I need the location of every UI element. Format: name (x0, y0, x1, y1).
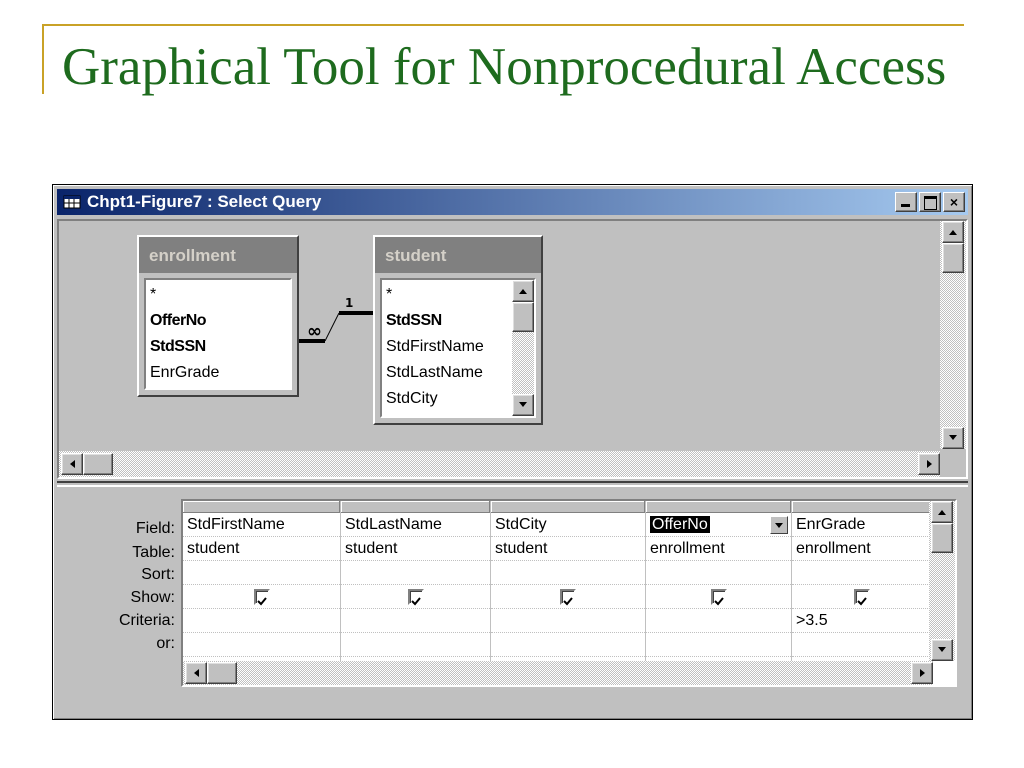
field-dropdown-button[interactable] (770, 516, 788, 534)
arrow-up-icon (948, 228, 958, 236)
grid-column[interactable] (491, 501, 646, 685)
scroll-right-button[interactable] (911, 662, 933, 684)
row-label-field: Field: (135, 520, 175, 537)
field-item-key[interactable]: StdSSN (150, 338, 206, 355)
field-list-scrollbar[interactable] (512, 280, 534, 416)
selected-field-text[interactable]: OfferNo (652, 516, 708, 533)
grid-vertical-scrollbar[interactable] (929, 501, 955, 661)
grid-horizontal-scrollbar[interactable] (183, 661, 933, 685)
grid-cell-table[interactable]: student (183, 537, 340, 561)
row-label-sort: Sort: (141, 566, 175, 583)
grid-column[interactable] (341, 501, 491, 685)
pane-splitter[interactable] (57, 481, 968, 487)
checkmark-icon (562, 595, 574, 607)
field-item[interactable]: StdLastName (386, 364, 483, 381)
grid-cell-field[interactable]: StdCity (491, 513, 645, 537)
field-item[interactable]: EnrGrade (150, 364, 220, 381)
grid-cell-show[interactable] (183, 585, 340, 609)
grid-cell-sort[interactable] (183, 561, 340, 585)
table-pane[interactable] (57, 219, 968, 479)
grid-cell-criteria[interactable] (183, 609, 340, 633)
show-checkbox[interactable] (408, 589, 424, 605)
scroll-thumb[interactable] (83, 453, 113, 475)
chevron-down-icon (774, 522, 784, 530)
grid-cell-field[interactable]: StdLastName (341, 513, 490, 537)
table-header-student[interactable]: student (375, 237, 541, 273)
grid-cell-show[interactable] (792, 585, 932, 609)
field-item[interactable]: * (150, 286, 157, 303)
grid-cell-field-active[interactable] (646, 513, 791, 537)
grid-cell-criteria[interactable] (646, 609, 791, 633)
grid-cell-sort[interactable] (491, 561, 645, 585)
arrow-up-icon (518, 287, 528, 295)
grid-cell-or[interactable] (183, 633, 340, 657)
grid-cell-sort[interactable] (341, 561, 490, 585)
grid-cell-sort[interactable] (646, 561, 791, 585)
scroll-thumb[interactable] (942, 243, 964, 273)
grid-cell-table[interactable]: student (491, 537, 645, 561)
show-checkbox[interactable] (854, 589, 870, 605)
scroll-down-button[interactable] (942, 427, 964, 449)
field-item-key[interactable]: StdSSN (386, 312, 442, 329)
grid-cell-field[interactable]: EnrGrade (792, 513, 932, 537)
checkmark-icon (856, 595, 868, 607)
grid-cell-criteria[interactable] (341, 609, 490, 633)
grid-column-selected[interactable] (646, 501, 792, 685)
grid-cell-or[interactable] (341, 633, 490, 657)
checkmark-icon (256, 595, 268, 607)
slide-title: Graphical Tool for Nonprocedural Access (62, 38, 947, 96)
grid-cell-or[interactable] (792, 633, 932, 657)
scroll-thumb[interactable] (512, 302, 534, 332)
scroll-down-button[interactable] (931, 639, 953, 661)
scroll-right-button[interactable] (918, 453, 940, 475)
arrow-left-icon (192, 668, 202, 678)
close-button[interactable]: × (943, 192, 965, 212)
many-symbol: ∞ (307, 321, 322, 342)
grid-cell-show[interactable] (646, 585, 791, 609)
grid-cell-show[interactable] (491, 585, 645, 609)
grid-cell-show[interactable] (341, 585, 490, 609)
scroll-left-button[interactable] (61, 453, 83, 475)
field-item-key[interactable]: OfferNo (150, 312, 207, 329)
row-label-criteria: Criteria: (118, 612, 175, 629)
table-box-student[interactable] (373, 235, 543, 425)
row-label-show: Show: (130, 589, 175, 606)
show-checkbox[interactable] (711, 589, 727, 605)
grid-cell-table[interactable]: enrollment (792, 537, 932, 561)
row-label-table: Table: (132, 544, 175, 561)
arrow-down-icon (518, 401, 528, 409)
grid-cell-sort[interactable] (792, 561, 932, 585)
show-checkbox[interactable] (560, 589, 576, 605)
table-box-enrollment[interactable] (137, 235, 299, 397)
grid-cell-table[interactable]: student (341, 537, 490, 561)
table-pane-horizontal-scrollbar[interactable] (59, 451, 940, 477)
select-query-window (52, 184, 973, 720)
grid-column[interactable] (792, 501, 933, 685)
slide-accent-line-horizontal (42, 24, 964, 26)
arrow-left-icon (68, 459, 78, 469)
grid-cell-table[interactable]: enrollment (646, 537, 791, 561)
arrow-right-icon (925, 459, 935, 469)
one-symbol: 1 (345, 296, 354, 310)
query-icon (63, 194, 81, 210)
grid-cell-criteria[interactable] (491, 609, 645, 633)
column-selector[interactable] (792, 501, 932, 513)
checkmark-icon (410, 595, 422, 607)
grid-cell-or[interactable] (646, 633, 791, 657)
design-grid (181, 499, 957, 687)
scroll-up-button[interactable] (512, 280, 534, 302)
arrow-right-icon (918, 668, 928, 678)
table-field-list[interactable] (144, 278, 292, 390)
arrow-down-icon (937, 646, 947, 654)
arrow-up-icon (937, 508, 947, 516)
window-title: Chpt1-Figure7 : Select Query (87, 192, 322, 211)
show-checkbox[interactable] (254, 589, 270, 605)
column-selector[interactable] (341, 501, 490, 513)
minimize-button[interactable] (895, 192, 917, 212)
grid-cell-criteria[interactable]: >3.5 (792, 609, 932, 633)
scroll-up-button[interactable] (942, 221, 964, 243)
relationship-line (299, 289, 375, 349)
field-item[interactable]: * (386, 286, 393, 303)
design-grid-pane (57, 491, 968, 715)
column-selector[interactable] (183, 501, 340, 513)
maximize-button[interactable] (919, 192, 941, 212)
field-item[interactable]: StdCity (386, 390, 438, 407)
row-label-or: or: (156, 635, 175, 652)
grid-cell-field[interactable]: StdFirstName (183, 513, 340, 537)
grid-cell-or[interactable] (491, 633, 645, 657)
scroll-thumb[interactable] (207, 662, 237, 684)
scroll-left-button[interactable] (185, 662, 207, 684)
scroll-up-button[interactable] (931, 501, 953, 523)
column-selector[interactable] (646, 501, 791, 513)
table-pane-vertical-scrollbar[interactable] (940, 221, 966, 449)
field-item[interactable]: StdFirstName (386, 338, 484, 355)
scroll-down-button[interactable] (512, 394, 534, 416)
window-titlebar[interactable] (57, 189, 968, 215)
scroll-thumb[interactable] (931, 523, 953, 553)
table-header-enrollment[interactable]: enrollment (139, 237, 297, 273)
checkmark-icon (713, 595, 725, 607)
grid-column[interactable] (183, 501, 341, 685)
slide-accent-line-vertical (42, 24, 44, 94)
table-field-list[interactable] (380, 278, 536, 418)
column-selector[interactable] (491, 501, 645, 513)
arrow-down-icon (948, 434, 958, 442)
